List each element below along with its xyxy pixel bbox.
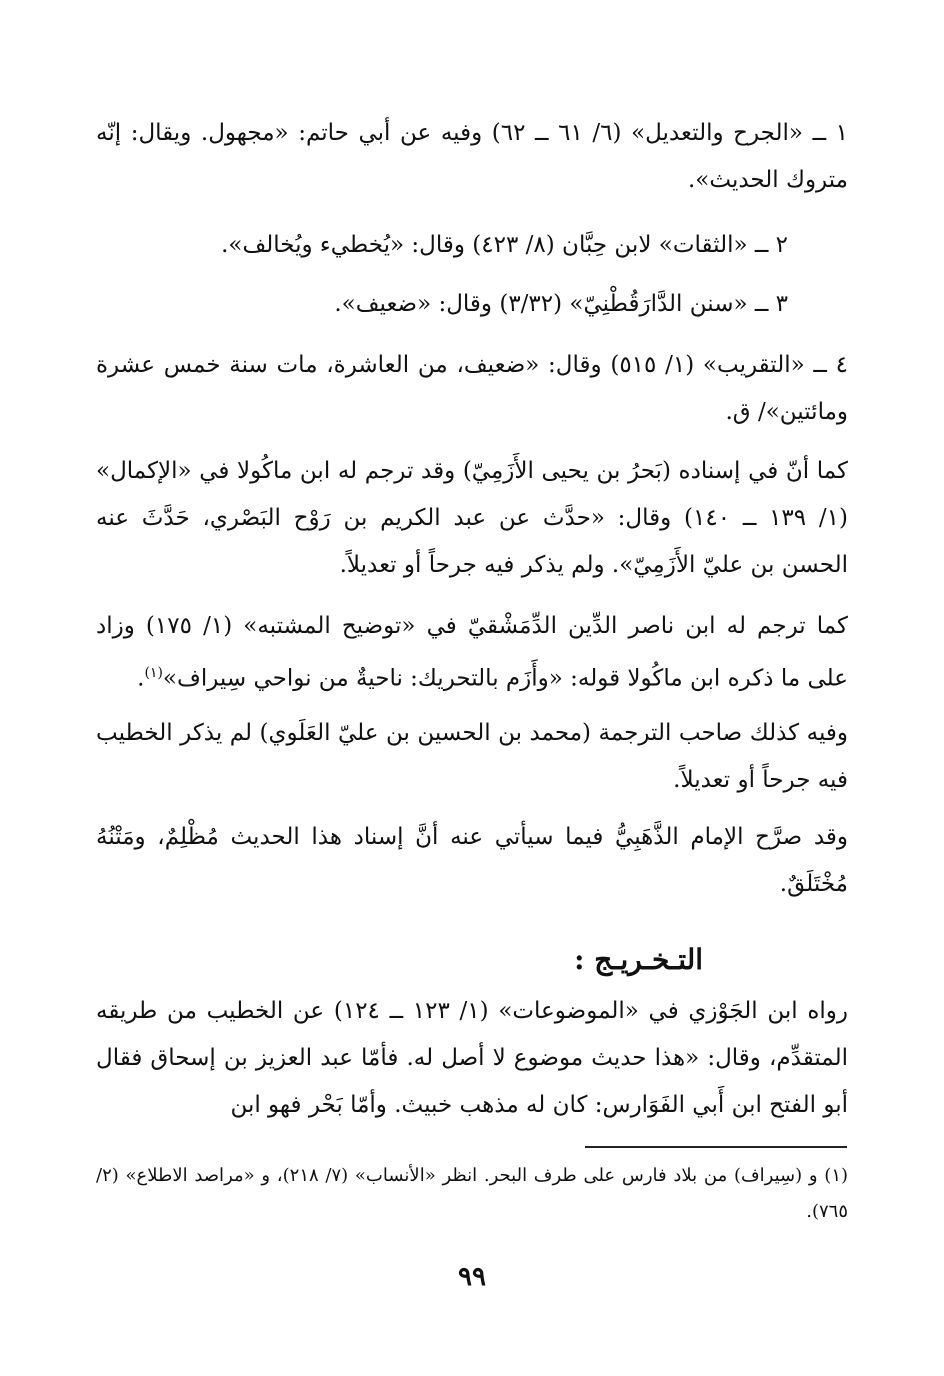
paragraph-1: ١ ــ «الجرح والتعديل» (٦/ ٦١ ــ ٦٢) وفيه عن أبي حاتم: «مجهول. ويقال: إنّه متروك الحديث». (96, 120, 848, 193)
paragraph-2: ٢ ــ «الثقات» لابن حِبَّان (٨/ ٤٢٣) وقال: «يُخطيء ويُخالف». (221, 232, 788, 258)
section-heading-takhrij: التـخـريـج : (574, 943, 703, 976)
footnote-divider (585, 1146, 847, 1148)
footnote-1: (١) و (سِيراف) من بلاد فارس على طرف البحر. انظر «الأنساب» (٧/ ٢١٨)، و «مراصد الاطلاع» (٢/ ٧٦٥). (96, 1165, 849, 1222)
paragraph-6-text: كما ترجم له ابن ناصر الدِّين الدِّمَشْقيّ في «توضيح المشتبه» (١/ ١٧٥) وزاد على ما ذكره ابن ماكُولا قوله: «وأَزَم بالتحريك: ناحيةٌ من نواحي سِيراف» (96, 613, 848, 692)
paragraph-4: ٤ ــ «التقريب» (١/ ٥١٥) وقال: «ضعيف، من العاشرة، مات سنة خمس عشرة ومائتين»/ ق. (96, 352, 848, 425)
page-number: ٩٩ (458, 1262, 486, 1292)
paragraph-6-end: . (137, 665, 145, 692)
paragraph-9: رواه ابن الجَوْزي في «الموضوعات» (١/ ١٢٣ ــ ١٢٤) عن الخطيب من طريقه المتقدِّم، وقال: «هذا حديث موضوع لا أصل له. فأمّا عبد العزيز بن إسحاق فقال أبو الفتح ابن أَبي الفَوَارس: كان له مذهب خبيث. وأمّا بَحْر فهو ابن (96, 998, 848, 1118)
footnote-reference: (١) (144, 665, 163, 681)
paragraph-3: ٣ ــ «سنن الدَّارَقُطْنِيّ» (٣/٣٢) وقال: «ضعيف». (334, 291, 788, 317)
paragraph-7: وفيه كذلك صاحب الترجمة (محمد بن الحسين بن عليّ العَلَوي) لم يذكر الخطيب فيه جرحاً أو تعديلاً. (96, 720, 848, 793)
paragraph-5: كما أنّ في إسناده (بَحرُ بن يحيى الأَزَمِيّ) وقد ترجم له ابن ماكُولا في «الإكمال» (١/ ١٣٩ ــ ١٤٠) وقال: «حدَّث عن عبد الكريم بن رَوْح البَصْري، حَدَّثَ عنه الحسن بن عليّ الأَزَمِيّ». ولم يذكر فيه جرحاً أو تعديلاً. (96, 458, 848, 578)
paragraph-8: وقد صرَّح الإمام الذَّهَبِيُّ فيما سيأتي عنه أنَّ إسناد هذا الحديث مُظْلِمٌ، ومَتْنُهُ مُخْتَلَقٌ. (96, 824, 848, 897)
paragraph-6 (96, 603, 848, 703)
